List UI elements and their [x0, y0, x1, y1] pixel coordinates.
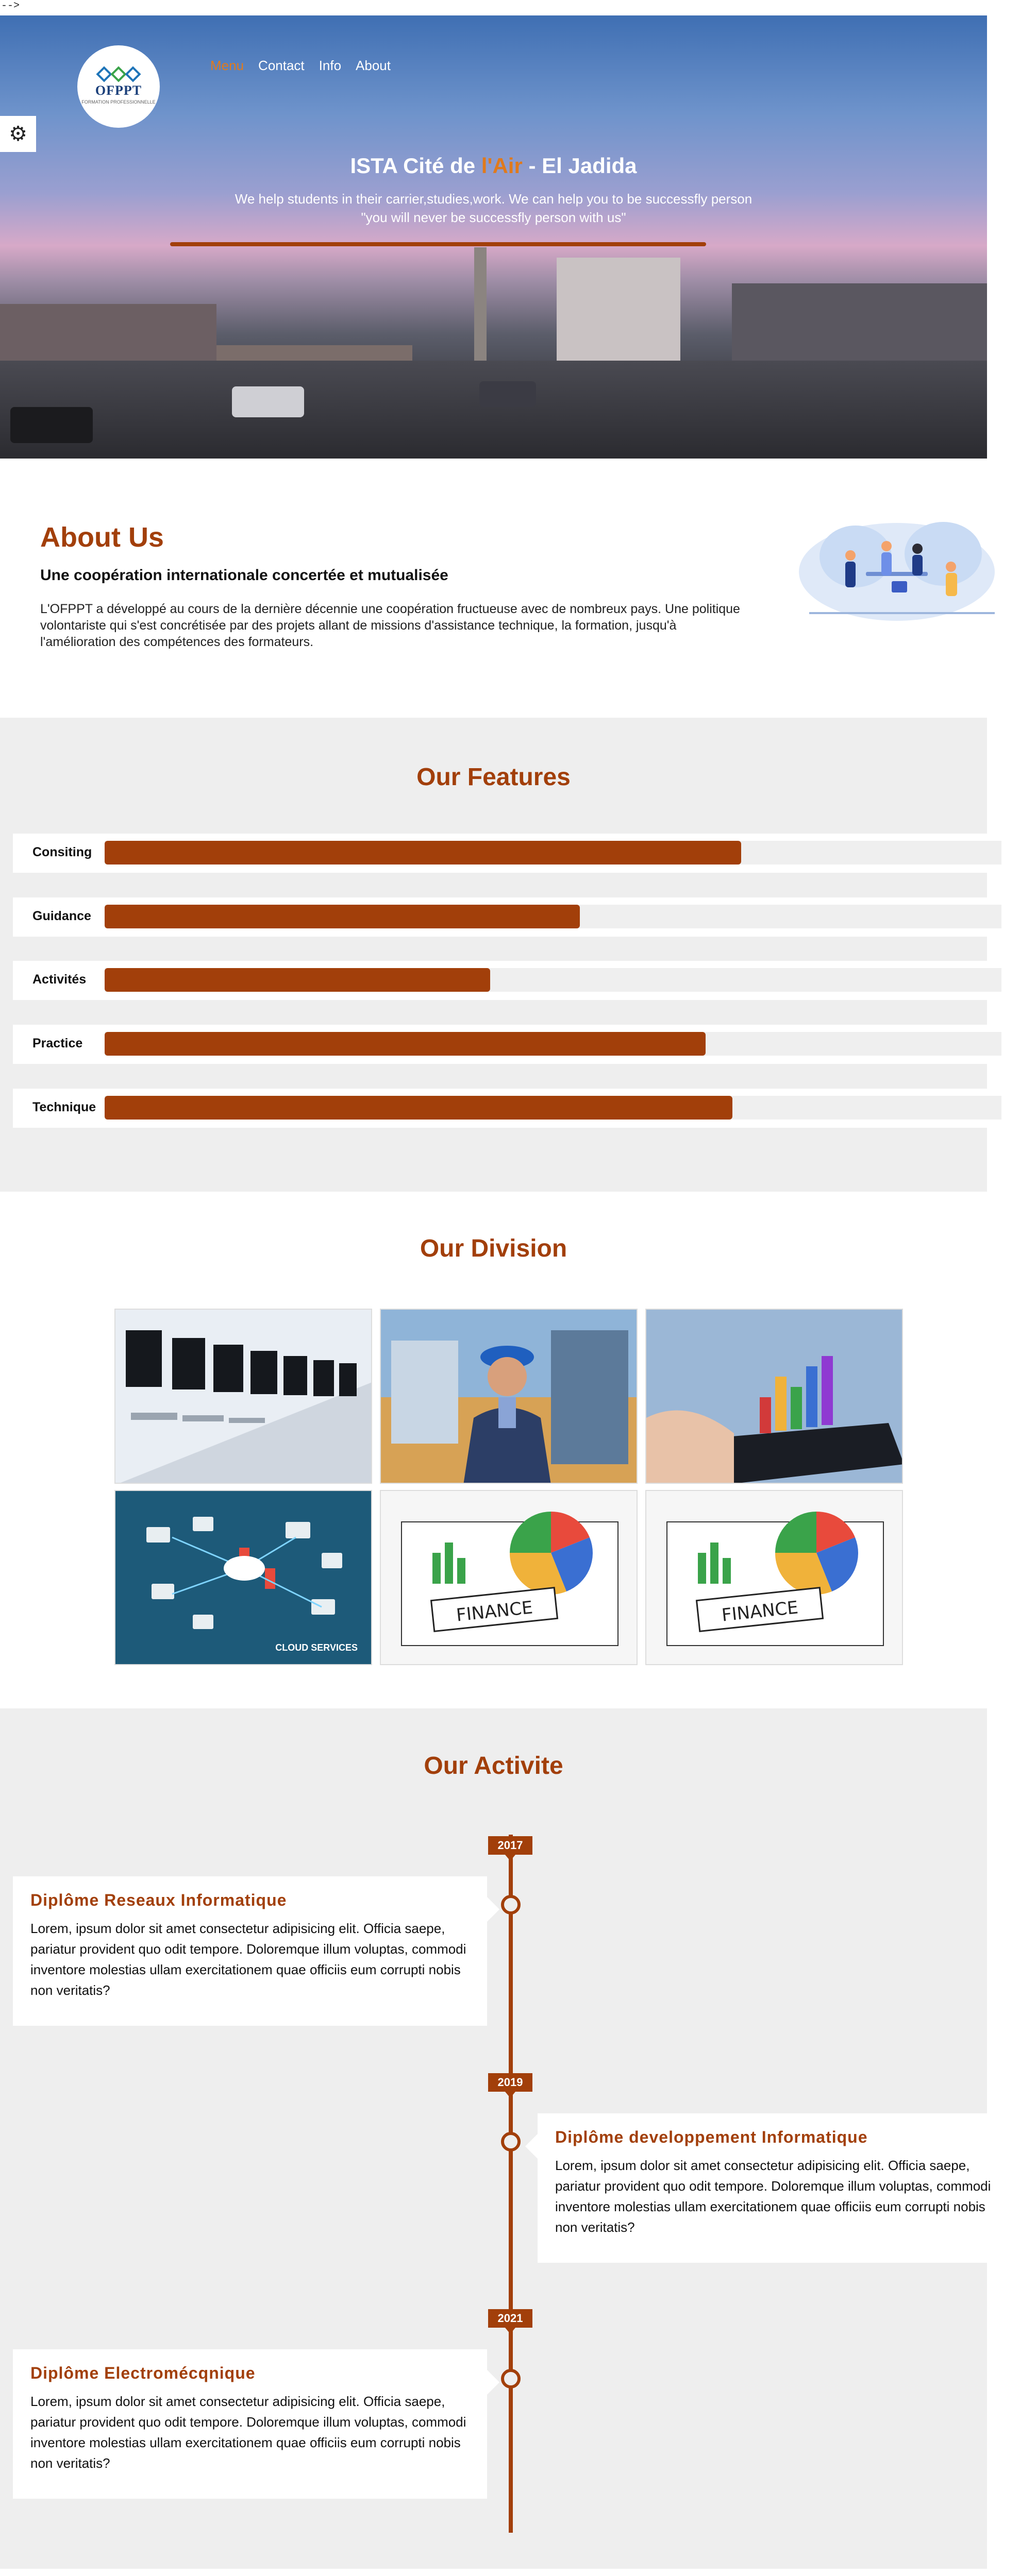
- division-tile-tablet-charts[interactable]: [645, 1309, 903, 1484]
- finance-chart-icon: [381, 1491, 638, 1665]
- feature-progress-track: [105, 968, 1001, 992]
- about-subtitle: Une coopération internationale concertée et mutualisée: [40, 567, 448, 584]
- timeline-card-text: Lorem, ipsum dolor sit amet consectetur adipisicing elit. Officia saepe, pariatur provident quo odit tempore. Doloremque illum voluptas, commodi inventore molestias ullam exercitationem quae officiis eum corrupti nobis non veritatis?: [30, 2394, 466, 2471]
- hero-tagline: [0, 190, 987, 227]
- timeline-card-text: Lorem, ipsum dolor sit amet consectetur adipisicing elit. Officia saepe, pariatur provident quo odit tempore. Doloremque illum voluptas, commodi inventore molestias ullam exercitationem quae officiis eum corrupti nobis non veritatis?: [555, 2158, 991, 2235]
- features-title: Our Features: [416, 764, 571, 791]
- hero-tagline-line1: We help students in their carrier,studies,work. We can help you to be successfly person: [235, 191, 753, 207]
- hero-title: [0, 154, 987, 178]
- nav-item-about[interactable]: About: [356, 58, 391, 73]
- logo-subtext: FORMATION PROFESSIONNELLE: [81, 99, 156, 105]
- timeline-card-developpement: [538, 2113, 1012, 2263]
- timeline-card-reseaux: [13, 1876, 487, 2026]
- hero-bg-car: [10, 407, 93, 443]
- timeline-dot: [501, 2369, 521, 2388]
- nav-item-info[interactable]: Info: [319, 58, 342, 73]
- hero-bg-road: [0, 361, 987, 459]
- division-tile-engineer[interactable]: [380, 1309, 638, 1484]
- gear-icon: ⚙: [9, 123, 27, 145]
- feature-row: [13, 961, 1008, 1000]
- finance-chart-icon: [646, 1491, 903, 1665]
- division-tile-computer-lab[interactable]: [114, 1309, 372, 1484]
- settings-gear-button[interactable]: [0, 116, 36, 152]
- feature-row: [13, 834, 1008, 873]
- division-tile-finance-1[interactable]: [380, 1490, 638, 1665]
- timeline-card-title: Diplôme Electromécqnique: [30, 2364, 256, 2382]
- division-gallery: [114, 1309, 903, 1665]
- finance-caption: FINANCE: [455, 1597, 534, 1626]
- feature-label: Guidance: [32, 909, 91, 923]
- cloud-services-icon: [115, 1491, 372, 1665]
- feature-progress-fill: [105, 905, 580, 928]
- division-title: Our Division: [420, 1235, 567, 1262]
- timeline-dot: [501, 2132, 521, 2151]
- feature-label: Consiting: [32, 845, 92, 859]
- main-nav: [210, 58, 391, 74]
- about-title: About Us: [40, 522, 164, 553]
- feature-row: [13, 1025, 1008, 1064]
- hero-bg-car: [232, 386, 304, 417]
- feature-progress-fill: [105, 841, 741, 865]
- timeline-year-2017: 2017: [488, 1836, 532, 1855]
- feature-progress-track: [105, 841, 1001, 865]
- logo-mark-icon: [98, 69, 139, 80]
- feature-progress-fill: [105, 1096, 732, 1120]
- feature-label: Activités: [32, 972, 87, 987]
- debug-marker: -->: [1, 0, 20, 12]
- hero-title-end: - El Jadida: [522, 154, 637, 178]
- ofppt-logo[interactable]: [77, 45, 160, 128]
- timeline-card-text: Lorem, ipsum dolor sit amet consectetur adipisicing elit. Officia saepe, pariatur provident quo odit tempore. Doloremque illum voluptas, commodi inventore molestias ullam exercitationem quae officiis eum corrupti nobis non veritatis?: [30, 1921, 466, 1998]
- division-tile-cloud-services[interactable]: [114, 1490, 372, 1665]
- feature-row: [13, 1089, 1008, 1128]
- activite-title: Our Activite: [424, 1752, 563, 1780]
- feature-label: Practice: [32, 1036, 83, 1050]
- logo-text: OFPPT: [95, 83, 142, 98]
- team-illustration-icon: [789, 495, 1005, 629]
- engineer-portrait-icon: [381, 1310, 638, 1484]
- timeline-card-title: Diplôme Reseaux Informatique: [30, 1891, 287, 1909]
- nav-item-menu[interactable]: Menu: [210, 58, 244, 73]
- feature-progress-fill: [105, 968, 490, 992]
- feature-progress-track: [105, 1096, 1001, 1120]
- timeline-line: [509, 1835, 513, 2533]
- nav-item-contact[interactable]: Contact: [258, 58, 305, 73]
- feature-label: Technique: [32, 1100, 96, 1114]
- feature-progress-track: [105, 905, 1001, 928]
- timeline-dot: [501, 1895, 521, 1914]
- computer-lab-icon: [115, 1310, 372, 1484]
- feature-row: [13, 897, 1008, 937]
- hero-tagline-line2: "you will never be successfly person with us": [361, 210, 626, 225]
- hero-divider: [170, 242, 706, 246]
- feature-progress-track: [105, 1032, 1001, 1056]
- division-tile-finance-2[interactable]: [645, 1490, 903, 1665]
- timeline-year-2019: 2019: [488, 2073, 532, 2092]
- hero-title-accent: l'Air: [481, 154, 523, 178]
- feature-progress-fill: [105, 1032, 706, 1056]
- finance-caption: FINANCE: [721, 1597, 799, 1626]
- tablet-charts-icon: [646, 1310, 903, 1484]
- hero-title-start: ISTA Cité de: [350, 154, 481, 178]
- hero-section: [0, 15, 987, 459]
- features-section: [0, 718, 987, 1192]
- cloud-services-caption: CLOUD SERVICES: [275, 1642, 358, 1653]
- activite-section: [0, 1708, 991, 2569]
- timeline-card-title: Diplôme developpement Informatique: [555, 2128, 868, 2146]
- hero-bg-car: [479, 381, 536, 407]
- timeline-year-2021: 2021: [488, 2309, 532, 2328]
- timeline-card-electromecanique: [13, 2349, 487, 2499]
- about-text: L'OFPPT a développé au cours de la dernière décennie une coopération fructueuse avec de nombreux pays. Une politique volontariste qui s'est concrétisée par des projets allant de missions d'assistance technique, la formation, jusqu'à l'amélioration des compétences des formateurs.: [40, 602, 740, 649]
